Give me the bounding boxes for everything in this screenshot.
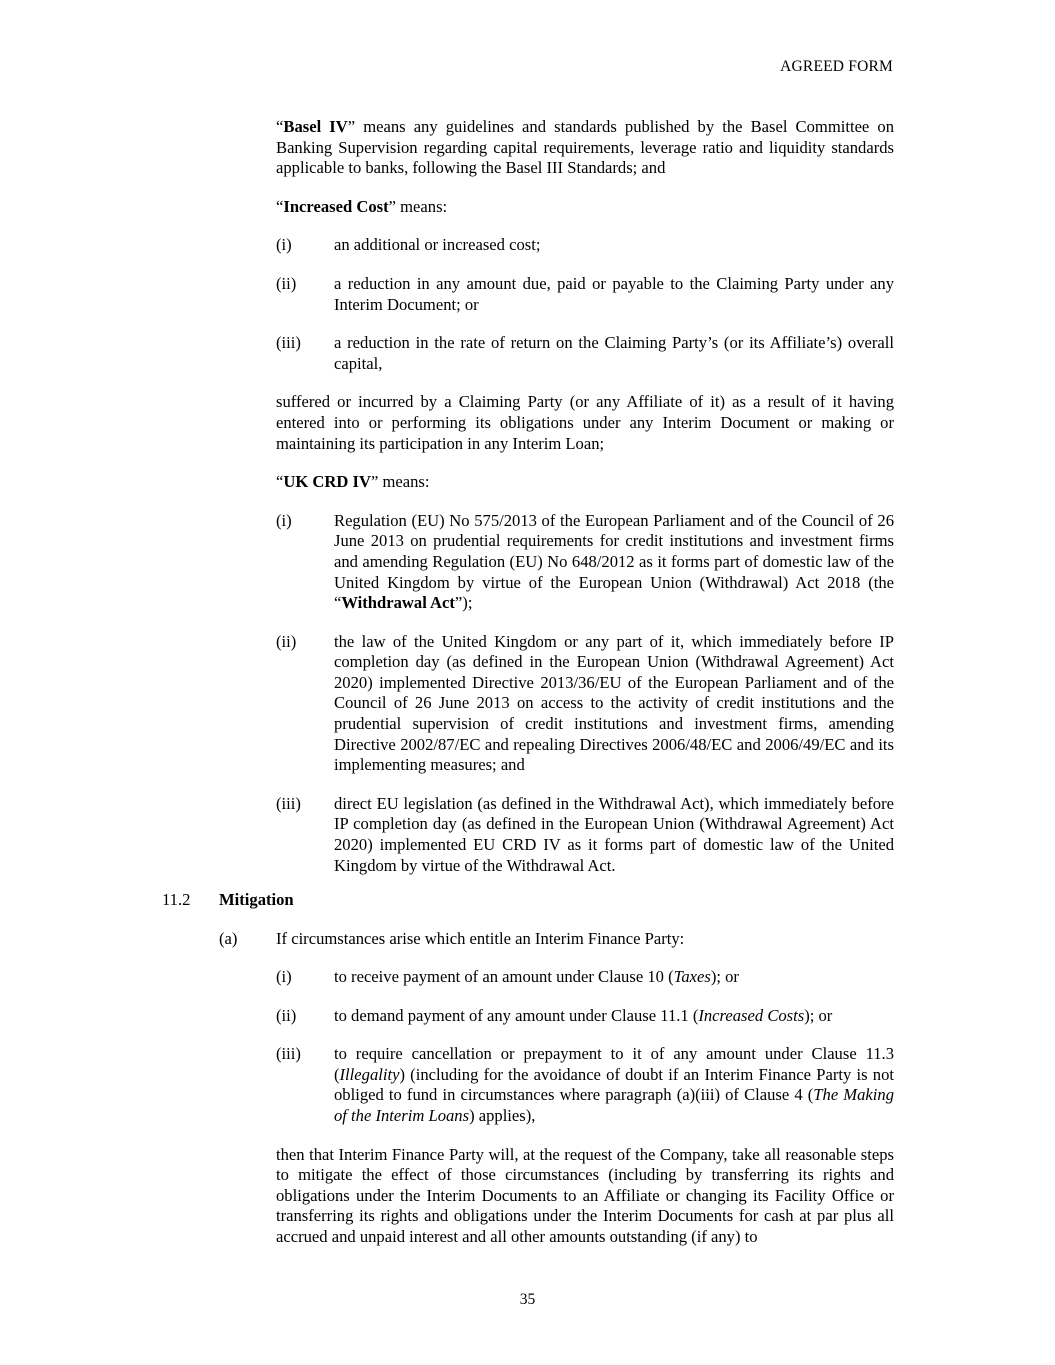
quote-open: “ <box>276 472 284 492</box>
defined-term-uk-crd-iv: UK CRD IV <box>283 472 371 492</box>
paragraph-number: (a) <box>219 929 238 948</box>
list-item <box>276 794 894 876</box>
clause-reference: Increased Costs <box>698 1005 805 1025</box>
header-agreed-form: AGREED FORM <box>780 58 893 75</box>
clause-reference: The Making of the Interim Loans <box>334 1085 894 1125</box>
item-text-part: to demand payment of any amount under Clause 11.1 ( <box>334 1005 699 1025</box>
definitions-block <box>276 117 894 894</box>
item-number: (i) <box>276 510 292 530</box>
item-text-part: ) applies), <box>469 1105 536 1125</box>
closing-paragraph: then that Interim Finance Party will, at the request of the Company, take all reasonable steps to mitigate the effect of those circumstances (including by transferring its rights and obligations under the Interim Documents to an Affiliate or changing its Facility Office or transferring its rights and obligations under the Interim Documents for cash at par plus all accrued and unpaid interest and all other amounts outstanding (if any) to <box>276 1144 894 1246</box>
quote-close: ” <box>388 196 396 216</box>
item-text-part: ) (including for the avoidance of doubt if an Interim Finance Party is not obliged to fund in circumstances where paragraph (a)(iii) of Clause 4 ( <box>334 1064 894 1105</box>
list-item <box>276 1006 894 1027</box>
clause-reference: Taxes <box>673 967 711 986</box>
quote-open: “ <box>276 117 284 136</box>
item-text-part: to require cancellation or prepayment to it of any amount under Clause 11.3 ( <box>334 1044 894 1084</box>
item-number: (i) <box>276 967 292 986</box>
list-item <box>276 967 894 988</box>
quote-close: ” <box>347 117 356 136</box>
item-number: (i) <box>276 235 292 255</box>
uk-crd-heading <box>276 472 894 493</box>
item-text-part: to receive payment of an amount under Clause 10 ( <box>334 967 674 986</box>
increased-cost-heading <box>276 197 894 218</box>
defined-term-increased-cost: Increased Cost <box>283 196 389 216</box>
item-text <box>334 511 894 614</box>
item-number: (ii) <box>276 631 297 651</box>
list-item <box>276 274 894 315</box>
item-number: (iii) <box>276 1044 301 1064</box>
item-text <box>334 1006 894 1027</box>
quote-open: “ <box>276 196 284 216</box>
defined-term-basel-iv: Basel IV <box>283 117 348 136</box>
defined-term-withdrawal-act: Withdrawal Act <box>341 593 455 613</box>
means-text: means: <box>378 472 430 492</box>
item-text-part: ”); <box>454 593 473 613</box>
item-number: (iii) <box>276 333 301 353</box>
paragraph-text: If circumstances arise which entitle an Interim Finance Party: <box>276 929 685 948</box>
item-number: (iii) <box>276 793 301 813</box>
clause-heading <box>162 890 294 911</box>
clause-reference: Illegality <box>339 1064 400 1084</box>
mitigation-list <box>276 967 894 1266</box>
quote-close: ” <box>370 472 379 492</box>
item-text <box>334 967 894 988</box>
item-text: a reduction in the rate of return on the Claiming Party’s (or its Affiliate’s) overall capital, <box>334 333 894 373</box>
means-text: means: <box>396 196 448 216</box>
list-item <box>276 511 894 614</box>
basel-iv-text: means any guidelines and standards published by the Basel Committee on Banking Supervision regarding capital requirements, leverage ratio and liquidity standards applicable to banks, following the Basel III Standards; and <box>276 117 894 178</box>
list-item <box>276 632 894 776</box>
item-text: the law of the United Kingdom or any part of it, which immediately before IP completion day (as defined in the European Union (Withdrawal Agreement) Act 2020) implemented Directive 2013/36/EU of the European Parliament and of the Council of 26 June 2013 on access to the activity of credit institutions and the prudential supervision of credit institutions and investment firms, amending Directive 2002/87/EC and repealing Directives 2006/48/EC and 2006/49/EC and its implementing measures; and <box>334 631 894 775</box>
list-item <box>276 1044 894 1126</box>
item-number: (ii) <box>276 1005 297 1025</box>
increased-cost-tail: suffered or incurred by a Claiming Party (or any Affiliate of it) as a result of it having entered into or performing its obligations under any Interim Document or making or maintaining its participation in any Interim Loan; <box>276 392 894 453</box>
item-text: an additional or increased cost; <box>334 235 541 255</box>
clause-title: Mitigation <box>219 890 294 909</box>
item-text-part: ); or <box>710 967 739 986</box>
item-text: direct EU legislation (as defined in the Withdrawal Act), which immediately before IP completion day (as defined in the European Union (Withdrawal Agreement) Act 2020) implemented EU CRD IV as it forms part of domestic law of the United Kingdom by virtue of the Withdrawal Act. <box>334 793 894 875</box>
clause-number: 11.2 <box>162 890 191 909</box>
item-number: (ii) <box>276 273 297 293</box>
list-item <box>276 333 894 374</box>
page-number: 35 <box>519 1291 536 1308</box>
item-text <box>334 1044 894 1126</box>
item-text-part: ); or <box>804 1005 833 1025</box>
basel-iv-definition <box>276 117 894 179</box>
paragraph-a <box>219 929 894 950</box>
list-item <box>276 235 894 256</box>
item-text: a reduction in any amount due, paid or payable to the Claiming Party under any Interim Document; or <box>334 273 894 314</box>
item-text-part: Regulation (EU) No 575/2013 of the European Parliament and of the Council of 26 June 2013 on prudential requirements for credit institutions and investment firms and amending Regulation (EU) No 648/2012 as it forms part of domestic law of the United Kingdom by virtue of the European Union (Withdrawal) Act 2018 (the “ <box>334 510 894 613</box>
